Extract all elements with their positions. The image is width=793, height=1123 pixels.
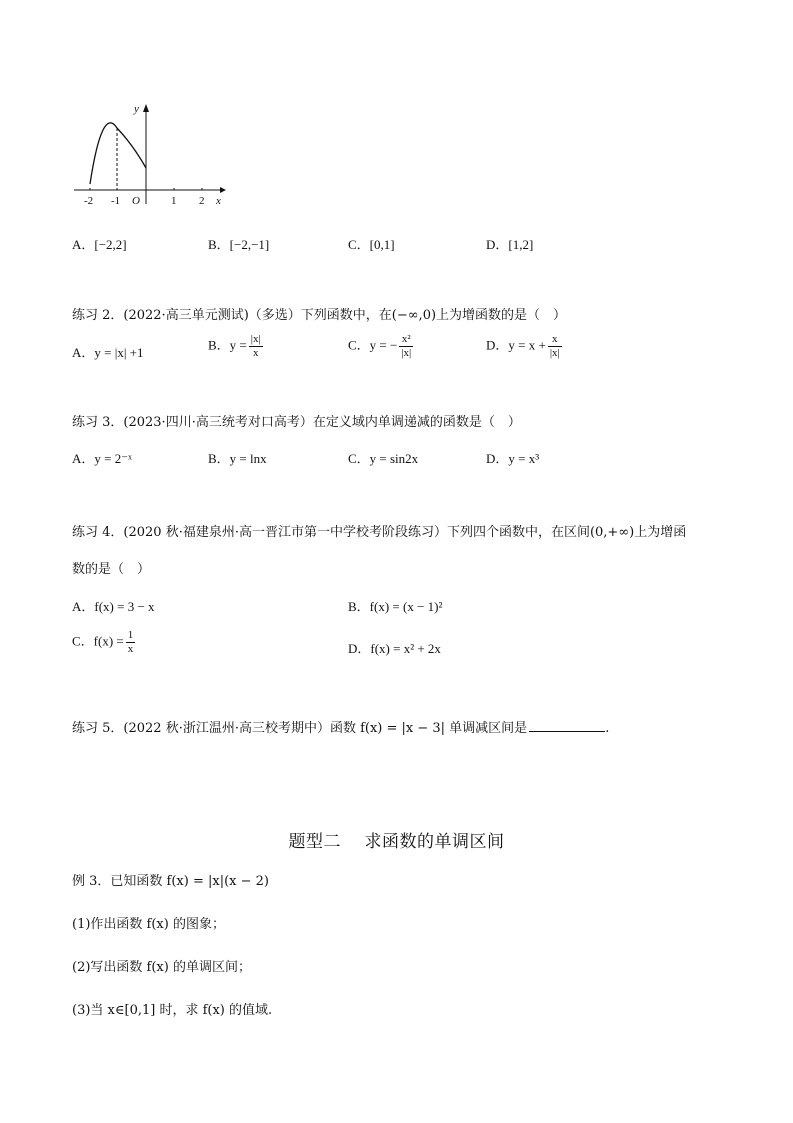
q3-option-c[interactable]: C．y = sin2x	[348, 451, 419, 466]
q2-b-numerator: |x|	[250, 333, 261, 345]
q4-option-a[interactable]: A．f(x) = 3 − x	[72, 599, 155, 614]
q2-option-a[interactable]: A．y = |x| +1	[72, 345, 144, 360]
q2-c-prefix: C．y = −	[348, 337, 398, 353]
q4-option-d[interactable]: D．f(x) = x² + 2x	[348, 641, 441, 656]
q2-b-fraction	[249, 333, 263, 360]
q2-d-fraction	[548, 333, 562, 360]
q2-c-fraction	[399, 333, 413, 360]
q4-stem-line2: 数的是（ ）	[72, 562, 151, 577]
q5-question	[72, 717, 609, 736]
q5-end: .	[605, 721, 610, 736]
q2-b-prefix: B．y =	[208, 337, 247, 353]
q4-c-numerator: 1	[127, 629, 134, 641]
q2-option-c[interactable]	[348, 333, 415, 360]
q1-option-d[interactable]: D．[1,2]	[486, 237, 534, 252]
q5-answer-blank[interactable]	[529, 719, 605, 732]
q5-stem: 练习 5．(2022 秋·浙江温州·高三校考期中）函数 f(x) = |x − 3| 单调减区间是	[72, 721, 528, 736]
function-curve	[90, 123, 146, 184]
tick-label-minus-2: -2	[84, 195, 94, 207]
q2-d-denominator: |x|	[549, 347, 560, 359]
x-axis-label: x	[216, 195, 221, 207]
q1-option-c[interactable]: C．[0,1]	[348, 237, 395, 252]
tick-label-1: 1	[171, 195, 177, 207]
q4-stem-line1: 练习 4．(2020 秋·福建泉州·高一晋江市第一中学校考阶段练习）下列四个函数中，在区间(0,+∞)上为增函	[72, 525, 687, 540]
q3-stem: 练习 3．(2023·四川·高三统考对口高考）在定义域内单调递减的函数是（ ）	[72, 415, 521, 430]
q4-option-b[interactable]: B．f(x) = (x − 1)²	[348, 599, 443, 614]
q2-b-denominator: x	[252, 347, 259, 359]
q4-c-prefix: C．f(x) =	[72, 633, 124, 649]
ex3-part-1: (1)作出函数 f(x) 的图象；	[72, 917, 225, 932]
q3-option-b[interactable]: B．y = lnx	[208, 451, 267, 466]
tick-label-2: 2	[199, 195, 205, 207]
q4-c-fraction	[126, 629, 136, 656]
origin-label: O	[132, 195, 140, 207]
y-axis-label: y	[134, 103, 139, 115]
q3-option-a[interactable]: A．y = 2⁻ˣ	[72, 451, 132, 466]
q2-stem: 练习 2．(2022·高三单元测试)（多选）下列函数中，在(−∞,0)上为增函数的是（ ）	[72, 308, 567, 323]
q2-c-denominator: |x|	[401, 347, 412, 359]
tick-label-minus-1: -1	[111, 195, 121, 207]
q2-d-prefix: D．y = x +	[486, 337, 546, 353]
q1-option-a[interactable]: A．[−2,2]	[72, 237, 127, 252]
ex3-part-2: (2)写出函数 f(x) 的单调区间；	[72, 960, 251, 975]
q3-option-d[interactable]: D．y = x³	[486, 451, 540, 466]
y-axis-arrow	[143, 104, 149, 112]
ex3-stem: 例 3．已知函数 f(x) = |x|(x − 2)	[72, 874, 269, 889]
q2-d-numerator: x	[548, 333, 562, 347]
ex3-part-3: (3)当 x∈[0,1] 时，求 f(x) 的值域.	[72, 1003, 273, 1018]
q2-option-d[interactable]	[486, 333, 564, 360]
q2-c-numerator: x²	[399, 333, 413, 347]
function-graph	[70, 100, 230, 212]
section-title: 题型二 求函数的单调区间	[288, 832, 505, 852]
q4-option-c[interactable]	[72, 629, 137, 656]
q1-option-b[interactable]: B．[−2,−1]	[208, 237, 270, 252]
q2-option-b[interactable]	[208, 333, 265, 360]
q4-c-denominator: x	[127, 643, 134, 655]
x-axis-arrow	[220, 187, 226, 193]
